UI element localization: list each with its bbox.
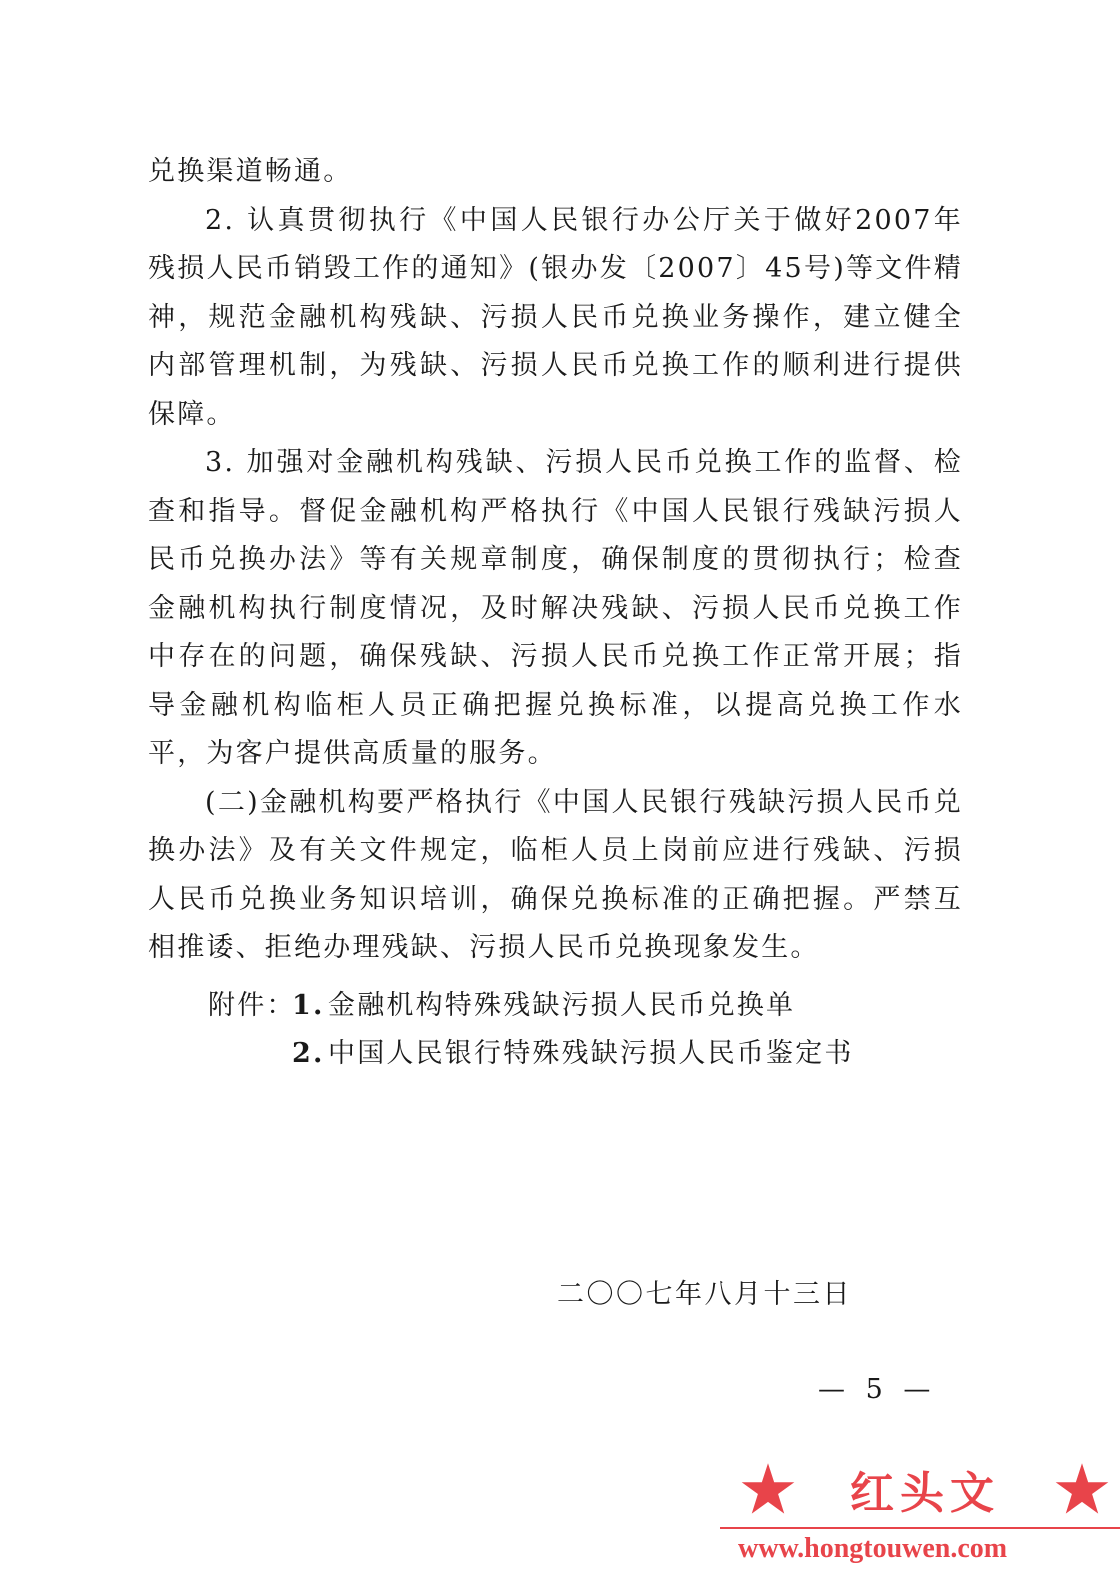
star-icon <box>740 1461 796 1517</box>
paragraph-3: 3. 加强对金融机构残缺、污损人民币兑换工作的监督、检查和指导。督促金融机构严格执行《中国人民银行残缺污损人民币兑换办法》等有关规章制度，确保制度的贯彻执行；检查金融机构执行制度情况，及时解决残缺、污损人民币兑换工作中存在的问题，确保残缺、污损人民币兑换工作正常开展；指导金融机构临柜人员正确把握兑换标准，以提高兑换工作水平，为客户提供高质量的服务。 <box>148 447 963 769</box>
paragraph-4: (二)金融机构要严格执行《中国人民银行残缺污损人民币兑换办法》及有关文件规定，临柜人员上岗前应进行残缺、污损人民币兑换业务知识培训，确保兑换标准的正确把握。严禁互相推诿、拒绝办理残缺、污损人民币兑换现象发生。 <box>148 786 963 963</box>
attachment-title: 金融机构特殊残缺污损人民币兑换单 <box>328 990 796 1021</box>
attachment-item <box>208 982 854 1030</box>
watermark-title: 红头文 <box>850 1468 1000 1519</box>
attachments-list <box>208 982 854 1078</box>
watermark-title-row <box>740 1455 1110 1523</box>
watermark-rule <box>720 1527 1120 1529</box>
attachment-item <box>208 1030 854 1078</box>
paragraph-2: 2. 认真贯彻执行《中国人民银行办公厅关于做好2007年残损人民币销毁工作的通知》(银办发〔2007〕45号)等文件精神，规范金融机构残缺、污损人民币兑换业务操作，建立健全内部管理机制，为残缺、污损人民币兑换工作的顺利进行提供保障。 <box>148 204 963 430</box>
watermark-url: www.hongtouwen.com <box>738 1533 1008 1564</box>
attachment-number: 1. <box>292 990 325 1021</box>
page-number: — 5 — <box>818 1374 937 1405</box>
paragraph-1: 兑换渠道畅通。 <box>148 156 353 187</box>
attachments-label: 附件： <box>208 990 296 1021</box>
attachment-title: 中国人民银行特殊残缺污损人民币鉴定书 <box>328 1038 854 1069</box>
site-watermark <box>720 1455 1120 1585</box>
document-body <box>148 148 963 973</box>
star-icon <box>1054 1461 1110 1517</box>
issue-date: 二〇〇七年八月十三日 <box>557 1279 852 1310</box>
attachment-number: 2. <box>292 1038 325 1069</box>
